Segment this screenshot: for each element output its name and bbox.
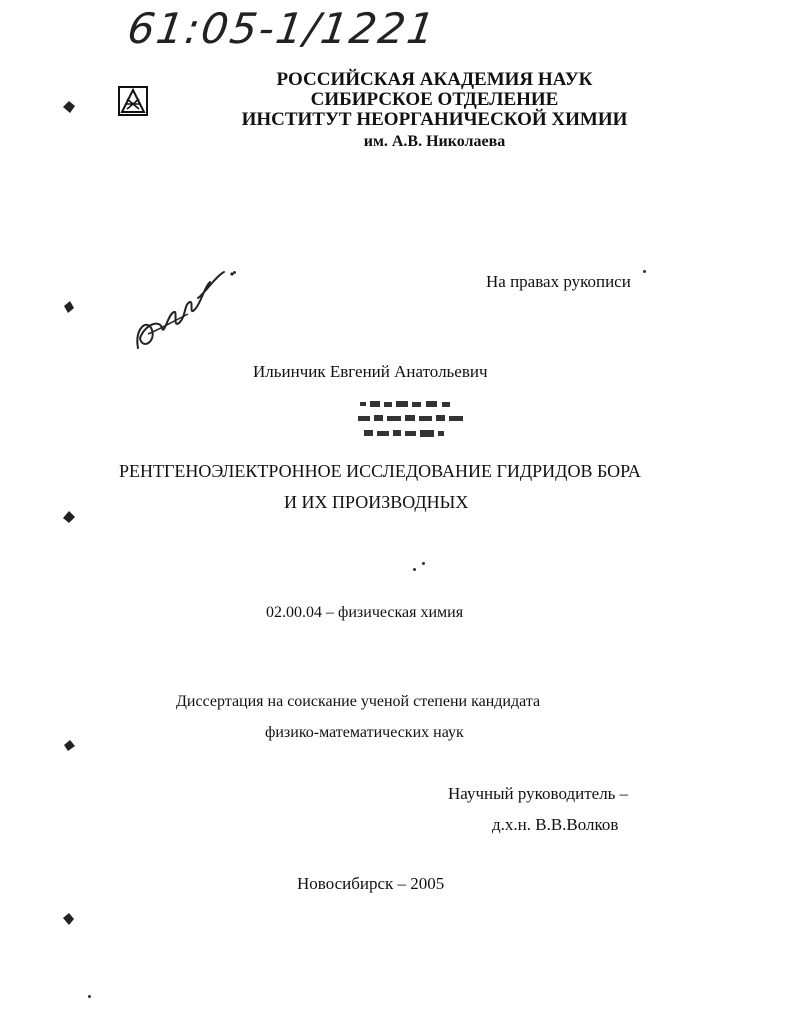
institution-line-2: СИБИРСКОЕ ОТДЕЛЕНИЕ bbox=[310, 89, 559, 110]
institution-line-4: им. А.В. Николаева bbox=[363, 133, 506, 150]
binder-hole-icon bbox=[62, 510, 76, 524]
advisor-name: д.х.н. В.В.Волков bbox=[492, 815, 619, 834]
manuscript-rights: На правах рукописи bbox=[486, 272, 631, 291]
scan-speck bbox=[88, 995, 91, 998]
scan-speck bbox=[233, 271, 236, 274]
scan-speck bbox=[422, 562, 425, 565]
library-stamp-icon bbox=[356, 398, 476, 442]
handwritten-archive-code: 61:05-1/1221 bbox=[124, 4, 440, 53]
advisor-label: Научный руководитель – bbox=[448, 784, 629, 803]
specialty-code: 02.00.04 – физическая химия bbox=[266, 604, 464, 621]
scan-speck bbox=[413, 568, 416, 571]
binder-hole-icon bbox=[62, 100, 76, 114]
degree-line-1: Диссертация на соискание ученой степени кандидата bbox=[176, 693, 541, 710]
institution-line-1: РОССИЙСКАЯ АКАДЕМИЯ НАУК bbox=[276, 69, 593, 90]
binder-hole-icon bbox=[62, 738, 76, 752]
binder-hole-icon bbox=[62, 912, 76, 926]
signature-icon bbox=[128, 268, 238, 358]
institution-line-3: ИНСТИТУТ НЕОРГАНИЧЕСКОЙ ХИМИИ bbox=[241, 109, 628, 130]
city-year: Новосибирск – 2005 bbox=[297, 874, 445, 893]
scan-speck bbox=[643, 270, 646, 273]
dissertation-title-line-1: РЕНТГЕНОЭЛЕКТРОННОЕ ИССЛЕДОВАНИЕ ГИДРИДОВ БОРА bbox=[119, 461, 641, 481]
dissertation-title-line-2: И ИХ ПРОИЗВОДНЫХ bbox=[284, 492, 469, 512]
author-name: Ильинчик Евгений Анатольевич bbox=[253, 362, 488, 381]
degree-line-2: физико-математических наук bbox=[265, 724, 464, 741]
binder-hole-icon bbox=[62, 300, 76, 314]
